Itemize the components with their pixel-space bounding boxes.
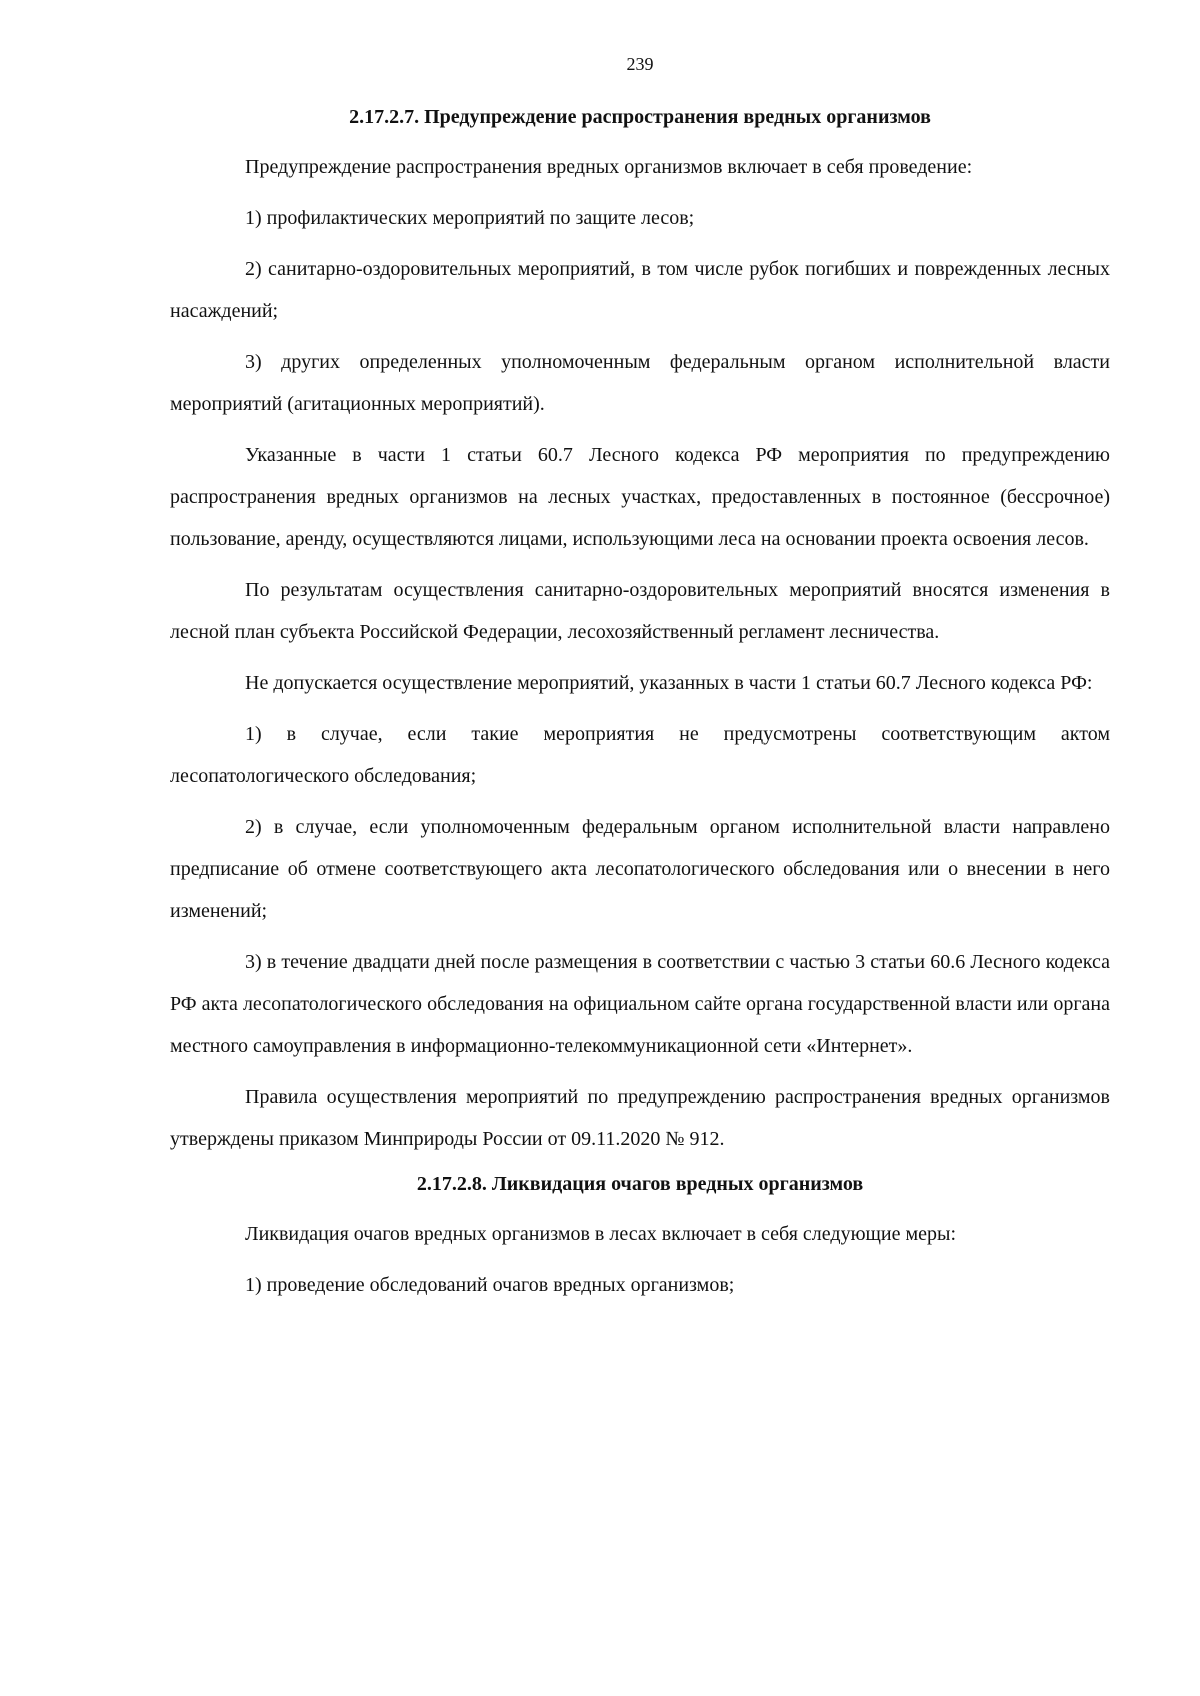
section-heading: 2.17.2.8. Ликвидация очагов вредных организмов — [416, 1173, 864, 1195]
list-item: 3) других определенных уполномоченным федеральным органом исполнительной власти мероприятий (агитационных мероприятий). — [170, 351, 1110, 415]
paragraph: Предупреждение распространения вредных организмов включает в себя проведение: — [245, 156, 973, 178]
list-item: 2) в случае, если уполномоченным федеральным органом исполнительной власти направлено предписание об отмене соответствующего акта лесопатологического обследования или о внесении в него изменений; — [170, 816, 1110, 922]
section-harmful-organisms-prevention — [170, 102, 1110, 1160]
paragraph: По результатам осуществления санитарно-оздоровительных мероприятий вносятся изменения в лесной план субъекта Российской Федерации, лесохозяйственный регламент лесничества. — [170, 579, 1110, 643]
paragraph: Ликвидация очагов вредных организмов в лесах включает в себя следующие меры: — [245, 1223, 957, 1245]
list-item: 1) в случае, если такие мероприятия не предусмотрены соответствующим актом лесопатологического обследования; — [170, 723, 1110, 787]
page-number: 239 — [626, 54, 654, 74]
section-outbreak-liquidation — [170, 1169, 1110, 1306]
list-item: 3) в течение двадцати дней после размещения в соответствии с частью 3 статьи 60.6 Лесного кодекса РФ акта лесопатологического обследования на официальном сайте органа государственной власти или органа местного самоуправления в информационно-телекоммуникационной сети «Интернет». — [170, 951, 1110, 1057]
list-item: 1) профилактических мероприятий по защите лесов; — [245, 207, 695, 229]
list-item: 2) санитарно-оздоровительных мероприятий, в том числе рубок погибших и поврежденных лесных насаждений; — [170, 258, 1110, 322]
list-item: 1) проведение обследований очагов вредных организмов; — [245, 1274, 735, 1296]
paragraph: Не допускается осуществление мероприятий, указанных в части 1 статьи 60.7 Лесного кодекса РФ: — [245, 672, 1093, 694]
paragraph: Правила осуществления мероприятий по предупреждению распространения вредных организмов утверждены приказом Минприроды России от 09.11.2020 № 912. — [170, 1086, 1110, 1150]
section-heading: 2.17.2.7. Предупреждение распространения вредных организмов — [349, 106, 931, 128]
document-page — [170, 52, 1110, 1315]
paragraph: Указанные в части 1 статьи 60.7 Лесного кодекса РФ мероприятия по предупреждению распространения вредных организмов на лесных участках, предоставленных в постоянное (бессрочное) пользование, аренду, осуществляются лицами, использующими леса на основании проекта освоения лесов. — [170, 444, 1110, 550]
